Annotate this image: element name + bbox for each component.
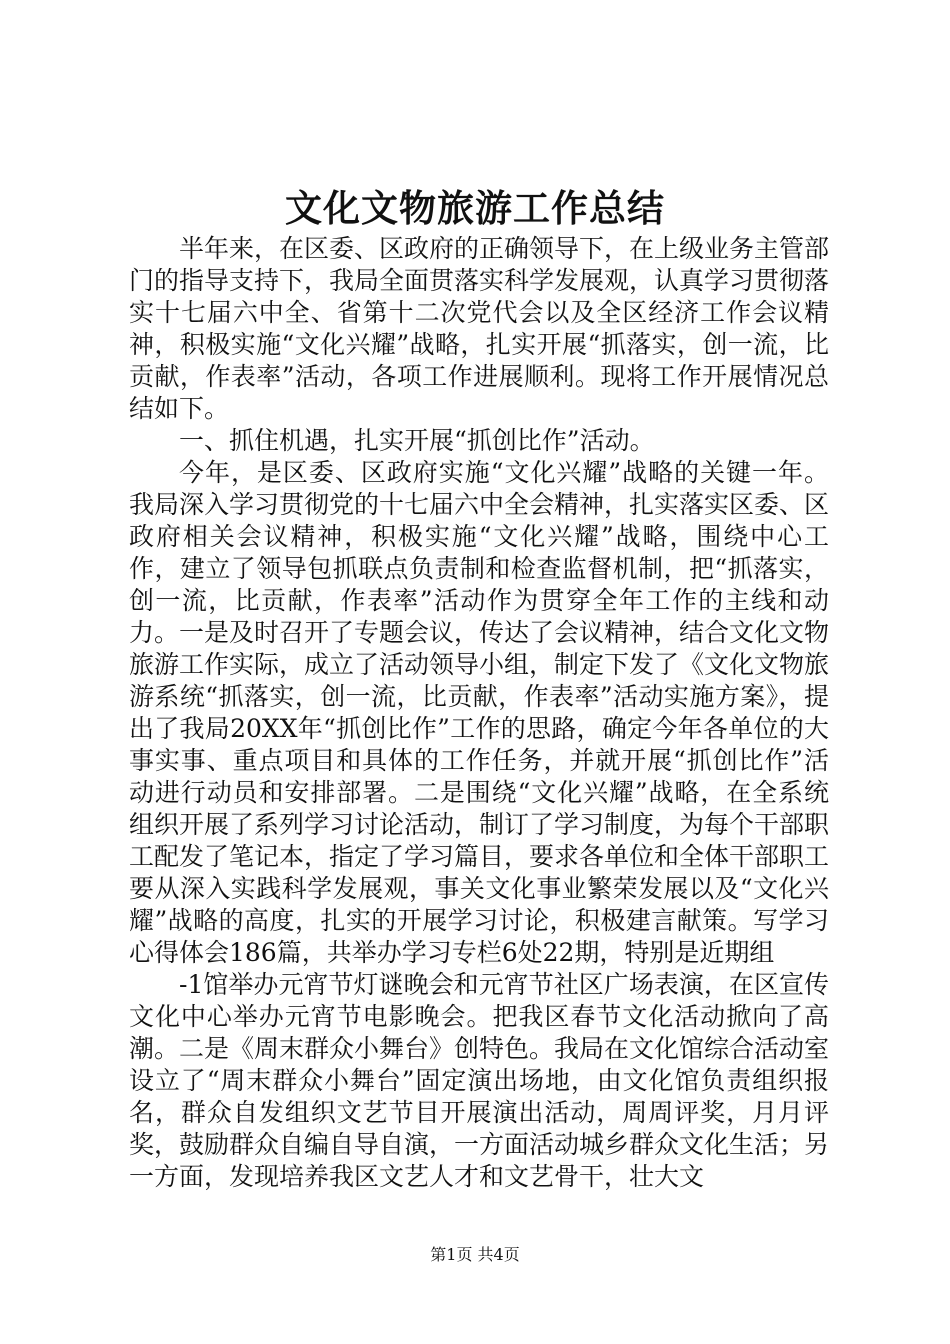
page-footer: 第1页 共4页 xyxy=(430,1245,520,1264)
document-body xyxy=(129,233,829,1193)
paragraph-section-1: 今年，是区委、区政府实施“文化兴耀”战略的关键一年。我局深入学习贯彻党的十七届六中全会精神，扎实落实区委、区政府相关会议精神，积极实施“文化兴耀”战略，围绕中心工作，建立了领导包抓联点负责制和检查监督机制，把“抓落实，创一流，比贡献，作表率”活动作为贯穿全年工作的主线和动力。一是及时召开了专题会议，传达了会议精神，结合文化文物旅游工作实际，成立了活动领导小组，制定下发了《文化文物旅游系统“抓落实，创一流，比贡献，作表率”活动实施方案》，提出了我局20XX年“抓创比作”工作的思路，确定今年各单位的大事实事、重点项目和具体的工作任务，并就开展“抓创比作”活动进行动员和安排部署。二是围绕“文化兴耀”战略，在全系统组织开展了系列学习讨论活动，制订了学习制度，为每个干部职工配发了笔记本，指定了学习篇目，要求各单位和全体干部职工要从深入实践科学发展观，事关文化事业繁荣发展以及“文化兴耀”战略的高度，扎实的开展学习讨论，积极建言献策。写学习心得体会186篇，共举办学习专栏6处22期，特别是近期组 xyxy=(129,458,830,967)
section-heading-1: 一、抓住机遇，扎实开展“抓创比作”活动。 xyxy=(179,426,655,455)
paragraph-intro: 半年来，在区委、区政府的正确领导下，在上级业务主管部门的指导支持下，我局全面贯落实科学发展观，认真学习贯彻落实十七届六中全、省第十二次党代会以及全区经济工作会议精神，积极实施“文化兴耀”战略，扎实开展“抓落实，创一流，比贡献，作表率”活动，各项工作进展顺利。现将工作开展情况总结如下。 xyxy=(129,234,830,423)
document-title: 文化文物旅游工作总结 xyxy=(285,186,665,230)
paragraph-continued: -1馆举办元宵节灯谜晚会和元宵节社区广场表演，在区宣传文化中心举办元宵节电影晚会。把我区春节文化活动掀向了高潮。二是《周末群众小舞台》创特色。我局在文化馆综合活动室设立了“周末群众小舞台”固定演出场地，由文化馆负责组织报名，群众自发组织文艺节目开展演出活动，周周评奖，月月评奖，鼓励群众自编自导自演，一方面活动城乡群众文化生活；另一方面，发现培养我区文艺人才和文艺骨干，壮大文 xyxy=(129,970,830,1191)
